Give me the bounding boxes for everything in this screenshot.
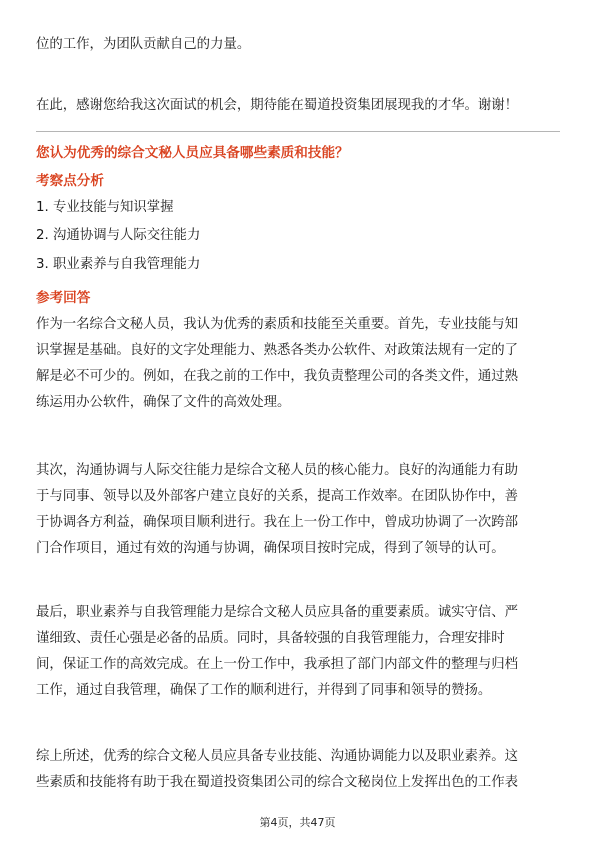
page-footer [0,815,595,831]
analysis-item-1: 1. 专业技能与知识掌握 [36,200,174,215]
paragraph-line: 门合作项目，通过有效的沟通与协调，确保项目按时完成，得到了领导的认可。 [36,541,505,556]
answer-paragraph-3 [36,600,560,704]
intro-line-1: 位的工作，为团队贡献自己的力量。 [36,37,251,52]
analysis-title: 考察点分析 [36,173,104,189]
paragraph-line: 间，保证工作的高效完成。在上一份工作中，我承担了部门内部文件的整理与归档 [36,657,519,672]
section-divider [36,131,560,132]
answer-title: 参考回答 [36,290,91,306]
question-heading: 您认为优秀的综合文秘人员应具备哪些素质和技能？ [36,145,349,161]
intro-line-2: 在此，感谢您给我这次面试的机会，期待能在蜀道投资集团展现我的才华。谢谢！ [36,98,519,113]
page-number: 第4页，共47页 [259,816,336,829]
paragraph-line: 综上所述，优秀的综合文秘人员应具备专业技能、沟通协调能力以及职业素养。这 [36,749,519,764]
analysis-item-3: 3. 职业素养与自我管理能力 [36,257,201,272]
analysis-item-2: 2. 沟通协调与人际交往能力 [36,228,201,243]
answer-paragraph-4 [36,744,560,796]
answer-paragraph-1 [36,312,560,416]
paragraph-line: 解是必不可少的。例如，在我之前的工作中，我负责整理公司的各类文件，通过熟 [36,369,519,384]
paragraph-line: 作为一名综合文秘人员，我认为优秀的素质和技能至关重要。首先，专业技能与知 [36,317,519,332]
paragraph-line: 最后，职业素养与自我管理能力是综合文秘人员应具备的重要素质。诚实守信、严 [36,605,519,620]
paragraph-line: 识掌握是基础。良好的文字处理能力、熟悉各类办公软件、对政策法规有一定的了 [36,343,519,358]
paragraph-line: 工作，通过自我管理，确保了工作的顺利进行，并得到了同事和领导的赞扬。 [36,683,492,698]
paragraph-line: 谨细致、责任心强是必备的品质。同时，具备较强的自我管理能力，合理安排时 [36,631,505,646]
answer-paragraph-2 [36,458,560,562]
paragraph-line: 于与同事、领导以及外部客户建立良好的关系，提高工作效率。在团队协作中，善 [36,489,519,504]
paragraph-line: 其次，沟通协调与人际交往能力是综合文秘人员的核心能力。良好的沟通能力有助 [36,463,519,478]
paragraph-line: 于协调各方利益，确保项目顺利进行。我在上一份工作中，曾成功协调了一次跨部 [36,515,519,530]
paragraph-line: 练运用办公软件，确保了文件的高效处理。 [36,395,291,410]
paragraph-line: 些素质和技能将有助于我在蜀道投资集团公司的综合文秘岗位上发挥出色的工作表 [36,775,519,790]
